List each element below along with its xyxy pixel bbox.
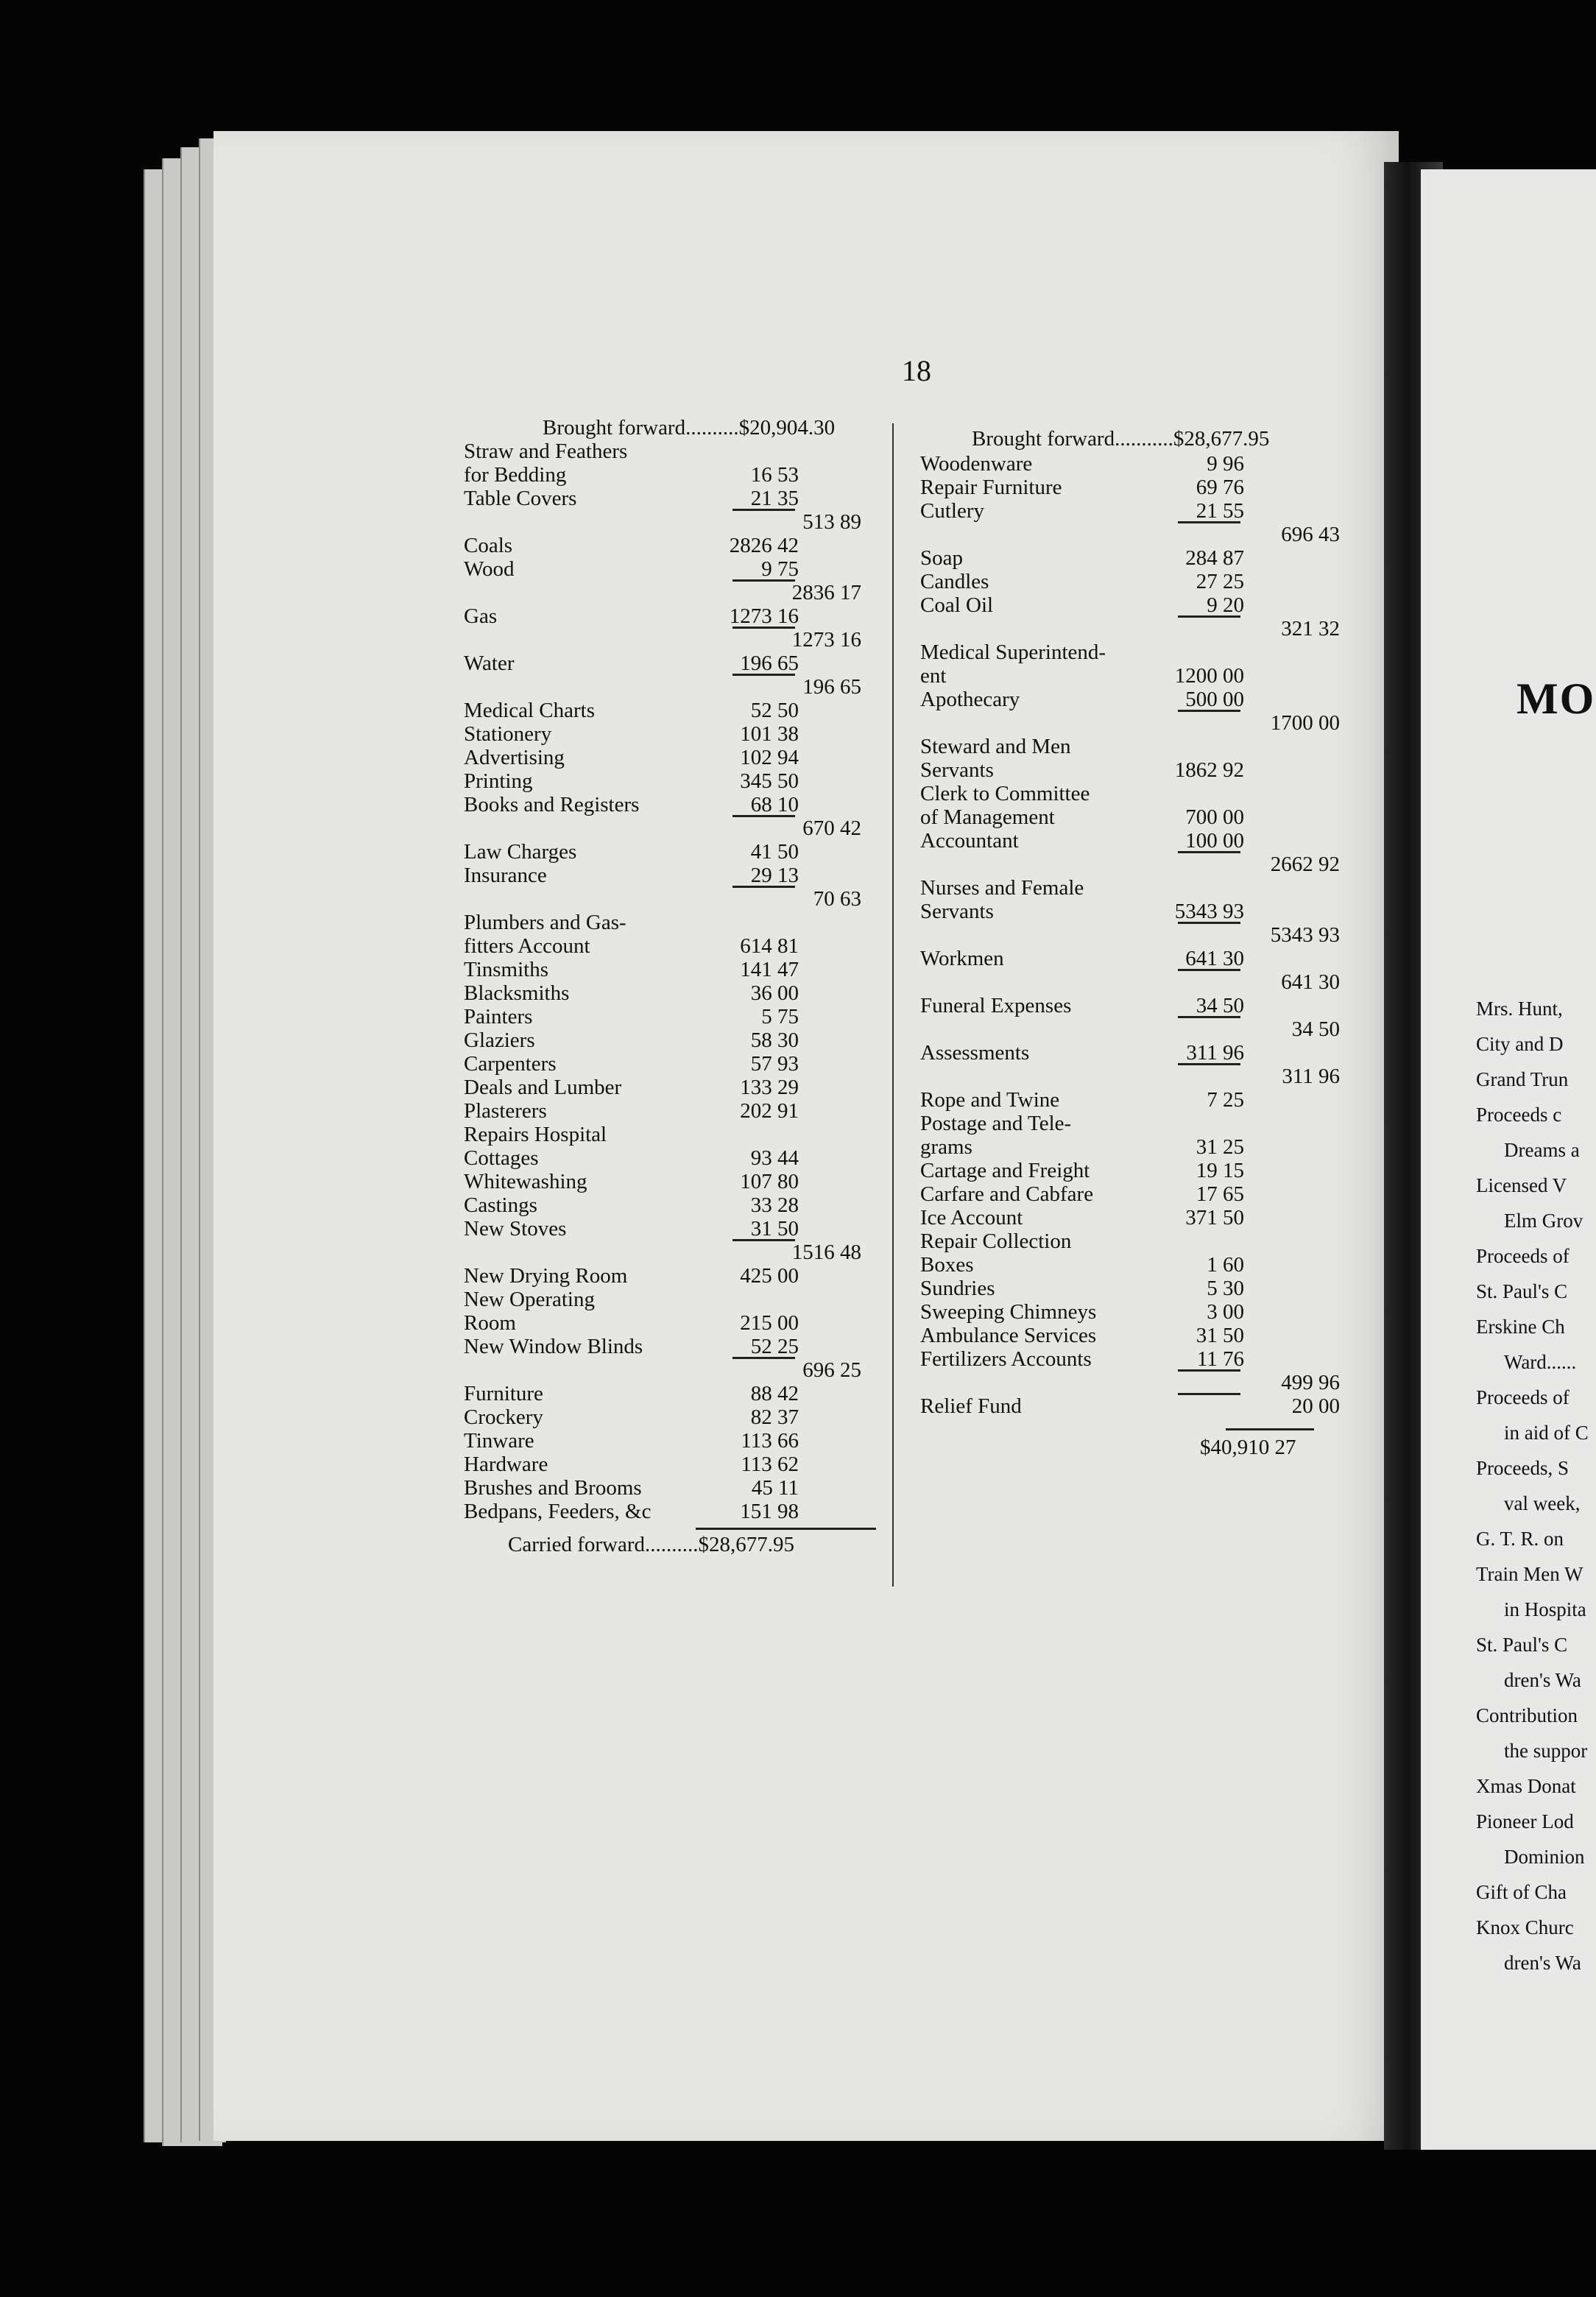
ledger-item-amount: 31 25: [1196, 1135, 1244, 1159]
ledger-subtotal: 196 65: [802, 675, 861, 699]
ledger-row: [464, 864, 876, 887]
ledger-item-label: Boxes: [920, 1253, 974, 1277]
contribution-entry: Gift of Cha: [1476, 1881, 1567, 1903]
ledger-row: [920, 1112, 1347, 1135]
ledger-item-label: Glaziers: [464, 1028, 535, 1052]
ledger-item-label: Tinware: [464, 1429, 534, 1453]
ledger-item-amount: 196 65: [740, 652, 799, 675]
ledger-row: [464, 1146, 876, 1170]
ledger-item-amount: 16 53: [750, 463, 799, 487]
ledger-row: [464, 1241, 876, 1264]
right-grand-total: $40,910 27: [1200, 1436, 1296, 1459]
ledger-subtotal: 20 00: [1291, 1394, 1340, 1418]
ledger-item-amount: 27 25: [1196, 570, 1244, 593]
ledger-item-amount: 29 13: [750, 864, 799, 887]
ledger-row: [464, 1429, 876, 1453]
ledger-item-amount: 31 50: [750, 1217, 799, 1241]
left-ledger-column: [464, 440, 876, 1523]
ledger-row: [464, 1170, 876, 1193]
ledger-row: [464, 1193, 876, 1217]
ledger-item-amount: 102 94: [740, 746, 799, 769]
ledger-row: [920, 1088, 1347, 1112]
ledger-row: [464, 1335, 876, 1358]
ledger-row: [920, 876, 1347, 900]
ledger-item-label: ent: [920, 664, 947, 688]
ledger-row: [464, 557, 876, 581]
ledger-row: [464, 628, 876, 652]
ledger-item-label: Plumbers and Gas-: [464, 911, 626, 934]
ledger-item-label: Woodenware: [920, 452, 1033, 476]
ledger-row: [920, 1065, 1347, 1088]
ledger-row: [464, 510, 876, 534]
ledger-item-label: fitters Account: [464, 934, 590, 958]
ledger-item-amount: 52 50: [750, 699, 799, 722]
ledger-row: [464, 699, 876, 722]
right-page-heading: MO: [1516, 674, 1596, 723]
ledger-item-amount: 17 65: [1196, 1182, 1244, 1206]
ledger-row: [920, 476, 1347, 499]
contribution-entry: in aid of C: [1504, 1422, 1589, 1444]
ledger-item-amount: 284 87: [1185, 546, 1244, 570]
ledger-row: [464, 1076, 876, 1099]
subtotal-rule: [1178, 922, 1240, 924]
ledger-row: [464, 1382, 876, 1405]
ledger-item-label: Hardware: [464, 1453, 548, 1476]
ledger-item-amount: 41 50: [750, 840, 799, 864]
ledger-row: [464, 1500, 876, 1523]
ledger-row: [920, 782, 1347, 805]
ledger-row: [464, 675, 876, 699]
subtotal-rule: [1178, 1369, 1240, 1372]
ledger-item-amount: 82 37: [750, 1405, 799, 1429]
ledger-item-amount: 641 30: [1185, 947, 1244, 970]
ledger-row: [464, 1358, 876, 1382]
ledger-item-label: Water: [464, 652, 515, 675]
ledger-item-label: Ambulance Services: [920, 1324, 1097, 1347]
ledger-item-amount: 11 76: [1196, 1347, 1244, 1371]
ledger-row: [920, 947, 1347, 970]
ledger-item-amount: 5 30: [1207, 1277, 1244, 1300]
ledger-item-amount: 36 00: [750, 981, 799, 1005]
ledger-item-amount: 21 55: [1196, 499, 1244, 523]
ledger-row: [464, 440, 876, 463]
ledger-row: [464, 1405, 876, 1429]
ledger-item-label: Repairs Hospital: [464, 1123, 607, 1146]
ledger-row: [920, 1041, 1347, 1065]
ledger-item-label: Printing: [464, 769, 533, 793]
ledger-row: [464, 487, 876, 510]
ledger-item-amount: 1200 00: [1174, 664, 1244, 688]
ledger-row: [464, 1264, 876, 1288]
ledger-row: [464, 534, 876, 557]
contribution-entry: St. Paul's C: [1476, 1280, 1568, 1302]
ledger-item-label: Castings: [464, 1193, 537, 1217]
ledger-row: [920, 1394, 1347, 1418]
ledger-subtotal: 70 63: [813, 887, 861, 911]
ledger-item-amount: 101 38: [740, 722, 799, 746]
ledger-item-label: Deals and Lumber: [464, 1076, 622, 1099]
ledger-item-amount: 31 50: [1196, 1324, 1244, 1347]
ledger-item-label: Ice Account: [920, 1206, 1023, 1229]
ledger-subtotal: 696 43: [1281, 523, 1340, 546]
ledger-item-amount: 5 75: [761, 1005, 799, 1028]
contribution-entry: dren's Wa: [1504, 1669, 1581, 1691]
ledger-item-amount: 500 00: [1185, 688, 1244, 711]
ledger-item-label: Repair Furniture: [920, 476, 1062, 499]
ledger-row: [920, 1229, 1347, 1253]
ledger-item-label: Sweeping Chimneys: [920, 1300, 1097, 1324]
ledger-item-amount: 371 50: [1185, 1206, 1244, 1229]
ledger-item-amount: 34 50: [1196, 994, 1244, 1017]
ledger-item-amount: 700 00: [1185, 805, 1244, 829]
subtotal-rule: [1178, 969, 1240, 971]
ledger-row: [464, 1453, 876, 1476]
ledger-row: [920, 523, 1347, 546]
ledger-row: [464, 934, 876, 958]
ledger-item-amount: 9 96: [1207, 452, 1244, 476]
ledger-item-amount: 52 25: [750, 1335, 799, 1358]
ledger-item-amount: 141 47: [740, 958, 799, 981]
ledger-item-label: Plasterers: [464, 1099, 547, 1123]
contribution-entry: Dreams a: [1504, 1139, 1580, 1161]
subtotal-rule: [1178, 1016, 1240, 1018]
ledger-item-amount: 57 93: [750, 1052, 799, 1076]
ledger-row: [464, 981, 876, 1005]
ledger-row: [920, 664, 1347, 688]
ledger-item-label: Assessments: [920, 1041, 1030, 1065]
ledger-item-label: Candles: [920, 570, 989, 593]
ledger-row: [920, 1159, 1347, 1182]
contribution-entry: Elm Grov: [1504, 1210, 1583, 1232]
contribution-entry: Proceeds, S: [1476, 1457, 1569, 1479]
ledger-item-amount: 133 29: [740, 1076, 799, 1099]
ledger-row: [920, 900, 1347, 923]
ledger-row: [920, 452, 1347, 476]
contribution-entry: Licensed V: [1476, 1174, 1567, 1196]
ledger-item-amount: 113 62: [741, 1453, 799, 1476]
ledger-row: [464, 1311, 876, 1335]
ledger-row: [464, 652, 876, 675]
ledger-item-label: Crockery: [464, 1405, 543, 1429]
ledger-row: [920, 1182, 1347, 1206]
contribution-entry: Proceeds of: [1476, 1386, 1569, 1408]
ledger-item-amount: 88 42: [750, 1382, 799, 1405]
ledger-row: [920, 546, 1347, 570]
ledger-row: [920, 829, 1347, 853]
contribution-entry: Mrs. Hunt,: [1476, 998, 1563, 1020]
ledger-item-label: Medical Charts: [464, 699, 595, 722]
ledger-item-amount: 614 81: [740, 934, 799, 958]
ledger-row: [464, 1123, 876, 1146]
ledger-subtotal: 696 25: [802, 1358, 861, 1382]
ledger-row: [920, 1347, 1347, 1371]
ledger-item-label: Apothecary: [920, 688, 1020, 711]
ledger-item-amount: 7 25: [1207, 1088, 1244, 1112]
ledger-row: [464, 793, 876, 816]
contribution-entry: Knox Churc: [1476, 1916, 1574, 1938]
ledger-item-amount: 113 66: [741, 1429, 799, 1453]
contribution-entry: dren's Wa: [1504, 1952, 1581, 1974]
ledger-subtotal: 499 96: [1281, 1371, 1340, 1394]
subtotal-rule: [1178, 710, 1240, 712]
brought-forward-label: Brought forward: [972, 427, 1115, 451]
ledger-subtotal: 5343 93: [1270, 923, 1340, 947]
ledger-subtotal: 2836 17: [791, 581, 861, 604]
ledger-row: [464, 604, 876, 628]
ledger-row: [464, 722, 876, 746]
contribution-entry: St. Paul's C: [1476, 1634, 1568, 1656]
ledger-row: [464, 1288, 876, 1311]
brought-forward-label: Brought forward: [543, 416, 686, 440]
ledger-row: [464, 1476, 876, 1500]
ledger-item-amount: 93 44: [750, 1146, 799, 1170]
contribution-entry: Train Men W: [1476, 1563, 1583, 1585]
ledger-item-amount: 1273 16: [729, 604, 799, 628]
ledger-subtotal: 1700 00: [1270, 711, 1340, 735]
ledger-row: [920, 923, 1347, 947]
contribution-entry: Erskine Ch: [1476, 1316, 1565, 1338]
ledger-item-label: Nurses and Female: [920, 876, 1084, 900]
subtotal-rule: [1178, 851, 1240, 853]
contribution-entry: Grand Trun: [1476, 1068, 1569, 1090]
ledger-subtotal: 311 96: [1282, 1065, 1340, 1088]
ledger-row: [920, 593, 1347, 617]
ledger-row: [920, 1253, 1347, 1277]
ledger-item-label: Law Charges: [464, 840, 577, 864]
ledger-item-label: Advertising: [464, 746, 565, 769]
contribution-entry: Proceeds of: [1476, 1245, 1569, 1267]
ledger-item-amount: 21 35: [750, 487, 799, 510]
ledger-item-label: Cottages: [464, 1146, 539, 1170]
ledger-item-label: Gas: [464, 604, 498, 628]
ledger-item-label: grams: [920, 1135, 972, 1159]
ledger-item-label: Carfare and Cabfare: [920, 1182, 1094, 1206]
ledger-item-amount: 2826 42: [729, 534, 799, 557]
ledger-item-label: Sundries: [920, 1277, 995, 1300]
ledger-item-label: Coal Oil: [920, 593, 994, 617]
ledger-row: [464, 769, 876, 793]
ledger-item-label: Medical Superintend-: [920, 641, 1106, 664]
ledger-item-amount: 33 28: [750, 1193, 799, 1217]
carried-forward-label: Carried forward: [508, 1533, 645, 1556]
ledger-item-amount: 5343 93: [1174, 900, 1244, 923]
ledger-item-label: Postage and Tele-: [920, 1112, 1072, 1135]
ledger-item-label: Books and Registers: [464, 793, 640, 816]
contribution-entry: Ward......: [1504, 1351, 1577, 1373]
ledger-item-amount: 1 60: [1207, 1253, 1244, 1277]
ledger-subtotal: 513 89: [802, 510, 861, 534]
right-brought-forward: Brought forward...........$28,677.95: [972, 427, 1270, 451]
ledger-item-label: Insurance: [464, 864, 547, 887]
ledger-row: [920, 1135, 1347, 1159]
subtotal-rule: [1178, 521, 1240, 523]
ledger-row: [464, 746, 876, 769]
ledger-row: [920, 499, 1347, 523]
ledger-item-label: Room: [464, 1311, 516, 1335]
ledger-item-label: New Window Blinds: [464, 1335, 643, 1358]
ledger-item-amount: 19 15: [1196, 1159, 1244, 1182]
subtotal-rule: [1178, 615, 1240, 618]
ledger-subtotal: 34 50: [1291, 1017, 1340, 1041]
ledger-item-amount: 151 98: [740, 1500, 799, 1523]
ledger-item-amount: 100 00: [1185, 829, 1244, 853]
ledger-item-amount: 107 80: [740, 1170, 799, 1193]
ledger-item-label: Rope and Twine: [920, 1088, 1060, 1112]
subtotal-rule: [1178, 1393, 1240, 1395]
ledger-item-amount: 215 00: [740, 1311, 799, 1335]
ledger-row: [920, 641, 1347, 664]
ledger-row: [464, 911, 876, 934]
ledger-item-label: Accountant: [920, 829, 1019, 853]
ledger-item-label: Fertilizers Accounts: [920, 1347, 1092, 1371]
contribution-entry: the suppor: [1504, 1740, 1588, 1762]
left-carried-rule: [696, 1528, 876, 1530]
ledger-row: [920, 617, 1347, 641]
ledger-item-label: Clerk to Committee: [920, 782, 1090, 805]
ledger-item-label: Servants: [920, 758, 994, 782]
right-page-list: [1476, 994, 1589, 1983]
ledger-item-label: Carpenters: [464, 1052, 557, 1076]
ledger-row: [920, 688, 1347, 711]
brought-forward-amount: $20,904.30: [738, 416, 836, 440]
ledger-row: [464, 840, 876, 864]
left-brought-forward: Brought forward..........$20,904.30: [543, 416, 836, 440]
contribution-entry: in Hospita: [1504, 1598, 1586, 1620]
contribution-entry: Contribution: [1476, 1704, 1578, 1726]
ledger-row: [920, 1324, 1347, 1347]
ledger-subtotal: 670 42: [802, 816, 861, 840]
carried-forward-amount: $28,677.95: [698, 1533, 794, 1556]
ledger-item-label: Relief Fund: [920, 1394, 1022, 1418]
ledger-item-label: Cutlery: [920, 499, 984, 523]
ledger-item-label: Stationery: [464, 722, 552, 746]
ledger-row: [920, 805, 1347, 829]
ledger-row: [464, 887, 876, 911]
ledger-row: [464, 958, 876, 981]
ledger-item-amount: 68 10: [750, 793, 799, 816]
contribution-entry: Pioneer Lod: [1476, 1810, 1574, 1832]
ledger-item-amount: 9 20: [1207, 593, 1244, 617]
ledger-item-label: Tinsmiths: [464, 958, 548, 981]
page-number: 18: [902, 354, 931, 387]
contribution-entry: val week,: [1504, 1492, 1581, 1514]
ledger-subtotal: 2662 92: [1270, 853, 1340, 876]
ledger-item-label: Funeral Expenses: [920, 994, 1072, 1017]
ledger-item-label: Coals: [464, 534, 513, 557]
ledger-item-label: Servants: [920, 900, 994, 923]
ledger-row: [920, 735, 1347, 758]
ledger-item-amount: 58 30: [750, 1028, 799, 1052]
ledger-item-label: Wood: [464, 557, 515, 581]
contribution-entry: Xmas Donat: [1476, 1775, 1576, 1797]
contribution-entry: City and D: [1476, 1033, 1564, 1055]
ledger-row: [920, 1277, 1347, 1300]
ledger-row: [920, 853, 1347, 876]
column-divider: [892, 423, 894, 1587]
ledger-item-amount: 202 91: [740, 1099, 799, 1123]
ledger-item-amount: 45 11: [751, 1476, 799, 1500]
ledger-item-amount: 345 50: [740, 769, 799, 793]
ledger-row: [920, 758, 1347, 782]
ledger-row: [920, 994, 1347, 1017]
contribution-entry: Dominion: [1504, 1846, 1585, 1868]
ledger-row: [464, 1217, 876, 1241]
ledger-row: [464, 1005, 876, 1028]
ledger-row: [464, 816, 876, 840]
right-total-rule: [1226, 1428, 1314, 1430]
ledger-item-label: Furniture: [464, 1382, 543, 1405]
ledger-item-label: Painters: [464, 1005, 533, 1028]
ledger-row: [920, 970, 1347, 994]
ledger-item-amount: 9 75: [761, 557, 799, 581]
ledger-subtotal: 1516 48: [791, 1241, 861, 1264]
ledger-row: [920, 1371, 1347, 1394]
ledger-item-label: New Stoves: [464, 1217, 567, 1241]
ledger-item-amount: 3 00: [1207, 1300, 1244, 1324]
ledger-subtotal: 1273 16: [791, 628, 861, 652]
ledger-row: [464, 581, 876, 604]
ledger-item-label: Straw and Feathers: [464, 440, 628, 463]
ledger-item-label: New Operating: [464, 1288, 595, 1311]
ledger-subtotal: 641 30: [1281, 970, 1340, 994]
contribution-entry: Proceeds c: [1476, 1104, 1562, 1126]
ledger-item-label: for Bedding: [464, 463, 567, 487]
ledger-row: [464, 463, 876, 487]
ledger-row: [464, 1052, 876, 1076]
ledger-item-label: Table Covers: [464, 487, 577, 510]
ledger-row: [920, 1017, 1347, 1041]
ledger-row: [920, 570, 1347, 593]
brought-forward-amount: $28,677.95: [1173, 427, 1270, 451]
contribution-entry: G. T. R. on: [1476, 1528, 1564, 1550]
ledger-item-label: Brushes and Brooms: [464, 1476, 642, 1500]
ledger-row: [920, 1300, 1347, 1324]
ledger-row: [464, 1028, 876, 1052]
ledger-item-label: of Management: [920, 805, 1055, 829]
ledger-item-amount: 69 76: [1196, 476, 1244, 499]
left-carried-forward: Carried forward..........$28,677.95: [508, 1533, 794, 1556]
ledger-item-label: Whitewashing: [464, 1170, 587, 1193]
ledger-item-label: New Drying Room: [464, 1264, 628, 1288]
ledger-item-label: Repair Collection: [920, 1229, 1072, 1253]
ledger-row: [920, 1206, 1347, 1229]
ledger-item-amount: 425 00: [740, 1264, 799, 1288]
ledger-row: [464, 1099, 876, 1123]
right-ledger-column: [920, 452, 1347, 1418]
ledger-item-label: Workmen: [920, 947, 1004, 970]
ledger-item-label: Steward and Men: [920, 735, 1071, 758]
subtotal-rule: [1178, 1063, 1240, 1065]
ledger-item-label: Cartage and Freight: [920, 1159, 1090, 1182]
ledger-item-label: Blacksmiths: [464, 981, 570, 1005]
ledger-item-amount: 311 96: [1186, 1041, 1244, 1065]
ledger-item-amount: 1862 92: [1174, 758, 1244, 782]
ledger-subtotal: 321 32: [1281, 617, 1340, 641]
ledger-item-label: Bedpans, Feeders, &c: [464, 1500, 652, 1523]
ledger-row: [920, 711, 1347, 735]
ledger-item-label: Soap: [920, 546, 963, 570]
